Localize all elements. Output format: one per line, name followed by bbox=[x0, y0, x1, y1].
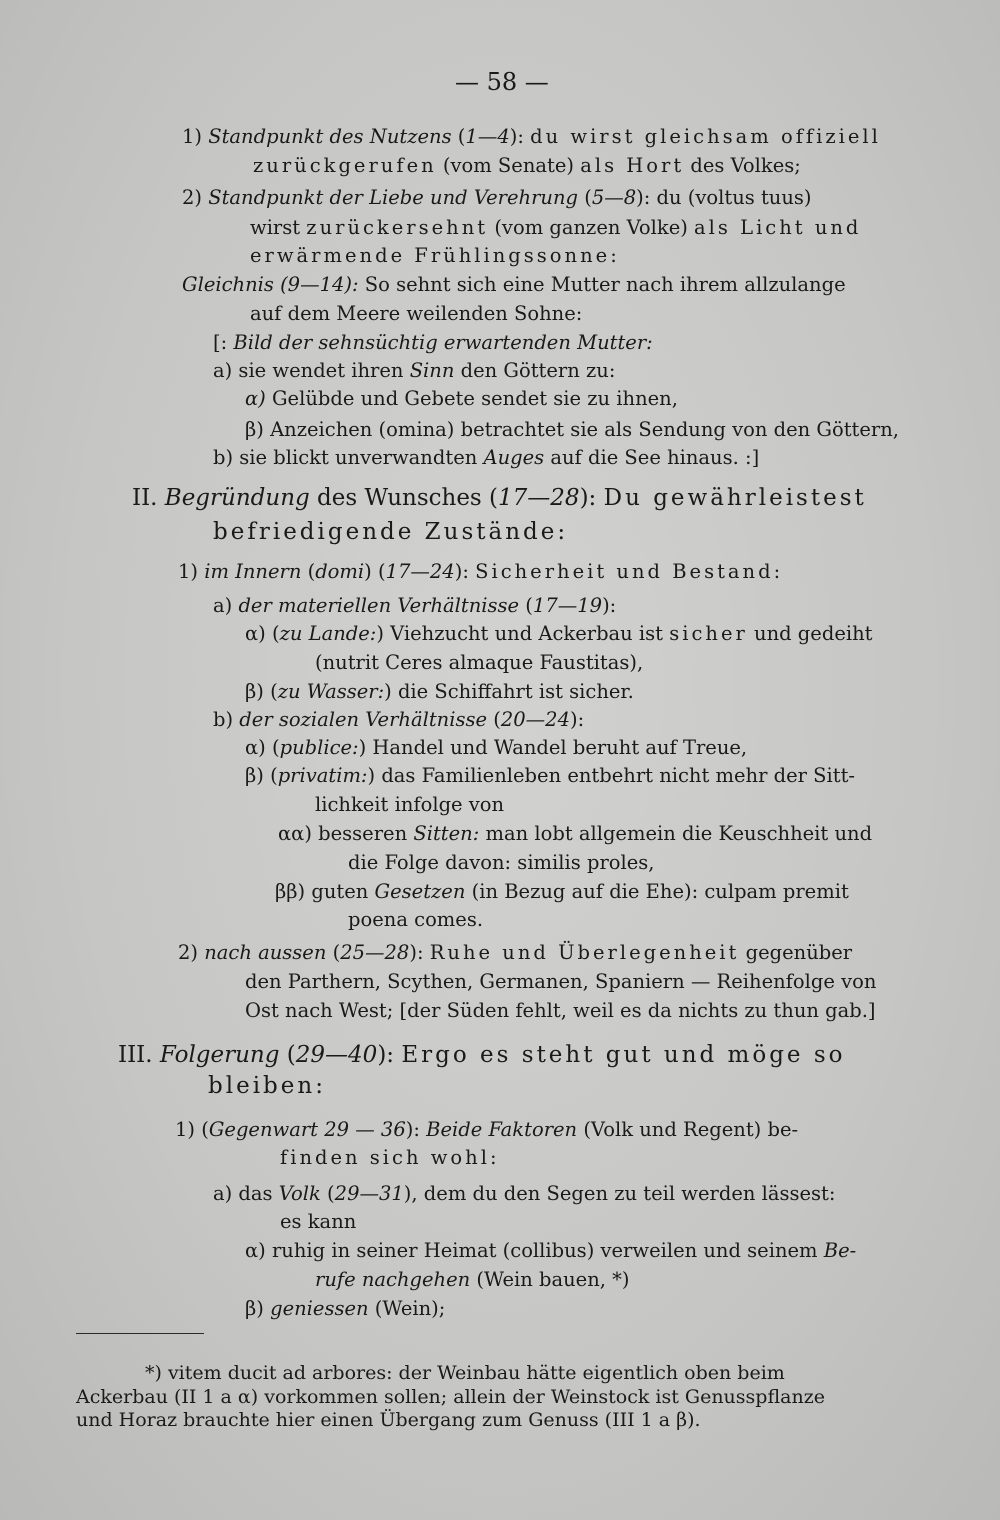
text: Standpunkt der Liebe und Verehrung bbox=[208, 186, 578, 209]
footnote-line: und Horaz brauchte hier einen Übergang zum Genuss (III 1 a β). bbox=[76, 1409, 701, 1431]
outline-line bbox=[213, 331, 653, 355]
text: II. bbox=[132, 485, 165, 511]
outline-line: (nutrit Ceres almaque Faustitas), bbox=[315, 651, 644, 674]
text: privatim: bbox=[277, 764, 368, 787]
text: 2) bbox=[182, 186, 209, 209]
outline-line bbox=[182, 125, 905, 149]
text: Beide Faktoren bbox=[426, 1118, 578, 1141]
footnote-line: Ackerbau (II 1 a α) vorkommen sollen; allein der Weinstock ist Genusspflanze bbox=[76, 1386, 825, 1408]
text: ( bbox=[326, 941, 341, 964]
text: wirst bbox=[250, 216, 307, 239]
text: αα) besseren bbox=[278, 822, 414, 845]
text: Gesetzen bbox=[374, 880, 466, 903]
text: 1—4 bbox=[465, 125, 510, 148]
text: α) ruhig in seiner Heimat (collibus) verweilen und seinem bbox=[245, 1239, 824, 1262]
text: ( bbox=[578, 186, 592, 209]
text: α) ( bbox=[245, 736, 280, 759]
outline-line: poena comes. bbox=[348, 908, 484, 931]
text: (Wein bauen, *) bbox=[470, 1268, 630, 1291]
footnote-rule bbox=[76, 1333, 204, 1334]
text: ): bbox=[509, 125, 531, 148]
text: Bild der sehnsüchtig erwartenden Mutter: bbox=[233, 331, 653, 354]
text: Sitten: bbox=[413, 822, 480, 845]
text: b) bbox=[213, 708, 240, 731]
text: 1) bbox=[182, 125, 209, 148]
text: ): bbox=[602, 594, 617, 617]
text: publice: bbox=[279, 736, 359, 759]
outline-line bbox=[245, 736, 747, 760]
text: ): bbox=[579, 485, 604, 511]
text: Volk bbox=[278, 1182, 321, 1205]
text: Be- bbox=[823, 1239, 857, 1262]
text: domi bbox=[315, 560, 365, 583]
outline-line: auf dem Meere weilenden Sohne: bbox=[250, 302, 583, 325]
text: auf die See hinaus. :] bbox=[544, 446, 760, 469]
text: ): bbox=[377, 1042, 402, 1068]
footnote-line: *) vitem ducit ad arbores: der Weinbau hätte eigentlich oben beim bbox=[145, 1362, 785, 1384]
text: ): bbox=[569, 708, 585, 731]
text: 29—40 bbox=[295, 1042, 378, 1068]
text: geniessen bbox=[270, 1297, 369, 1320]
text: β) ( bbox=[245, 764, 278, 787]
text: und gedeiht bbox=[747, 622, 873, 645]
text: im Innern bbox=[204, 560, 302, 583]
text: zu Lande: bbox=[279, 622, 377, 645]
text: ( bbox=[301, 560, 316, 583]
text: (vom Senate) bbox=[436, 154, 581, 177]
text: sicher bbox=[669, 622, 748, 645]
outline-line bbox=[178, 941, 903, 965]
text: ββ) guten bbox=[275, 880, 375, 903]
text: 5—8 bbox=[591, 186, 637, 209]
text: (Wein); bbox=[368, 1297, 446, 1320]
text: Folgerung bbox=[159, 1042, 280, 1068]
text: rufe nachgehen bbox=[315, 1268, 471, 1291]
section-heading: bleiben: bbox=[208, 1073, 326, 1099]
outline-line bbox=[213, 594, 616, 618]
text: 29 — 36 bbox=[324, 1118, 406, 1141]
text: des Volkes; bbox=[684, 154, 801, 177]
text: zurückersehnt bbox=[306, 216, 489, 239]
text: α) bbox=[245, 387, 266, 410]
text: 25—28 bbox=[340, 941, 410, 964]
outline-line: erwärmende Frühlingssonne: bbox=[250, 244, 620, 267]
text: ) Handel und Wandel beruht auf Treue, bbox=[358, 736, 748, 759]
text: Ruhe und Überlegenheit bbox=[429, 941, 740, 964]
text: [: bbox=[213, 331, 234, 354]
text: (in Bezug auf die Ehe): culpam premit bbox=[465, 880, 849, 903]
section-heading bbox=[132, 484, 906, 512]
text: ( bbox=[320, 1182, 335, 1205]
text: du wirst gleichsam offiziell bbox=[530, 125, 881, 148]
text: 20—24 bbox=[500, 708, 570, 731]
outline-line bbox=[275, 880, 849, 904]
outline-line bbox=[245, 622, 873, 646]
outline-line: die Folge davon: similis proles, bbox=[348, 851, 655, 874]
text: 2) bbox=[178, 941, 205, 964]
text: (Volk und Regent) be- bbox=[577, 1118, 799, 1141]
text: β) ( bbox=[245, 680, 278, 703]
text: b) sie blickt unverwandten bbox=[213, 446, 484, 469]
text: 1) ( bbox=[175, 1118, 209, 1141]
text: Du gewährleistest bbox=[603, 485, 867, 511]
text: ): bbox=[454, 560, 476, 583]
text: Sicherheit und Bestand: bbox=[475, 560, 784, 583]
text: man lobt allgemein die Keuschheit und bbox=[479, 822, 873, 845]
text: ) Viehzucht und Ackerbau ist bbox=[376, 622, 670, 645]
outline-line bbox=[245, 1239, 856, 1263]
text: der materiellen Verhältnisse bbox=[238, 594, 520, 617]
outline-line bbox=[182, 273, 846, 297]
text: zurückgerufen bbox=[253, 154, 437, 177]
text: III. bbox=[118, 1042, 160, 1068]
text: ) ( bbox=[364, 560, 386, 583]
text: ): bbox=[409, 941, 430, 964]
text: Ergo es steht gut und möge so bbox=[401, 1042, 846, 1068]
text: ) das Familienleben entbehrt nicht mehr der Sitt- bbox=[367, 764, 856, 787]
outline-line bbox=[213, 359, 615, 383]
outline-line bbox=[213, 446, 759, 470]
outline-line bbox=[175, 1118, 798, 1142]
text: ( bbox=[451, 125, 466, 148]
outline-line bbox=[178, 560, 783, 584]
text: Gegenwart bbox=[208, 1118, 319, 1141]
text: des Wunsches ( bbox=[309, 485, 499, 511]
text: Standpunkt des Nutzens bbox=[208, 125, 452, 148]
text: β) bbox=[245, 1297, 271, 1320]
text: ( bbox=[487, 708, 501, 731]
text: ( bbox=[279, 1042, 296, 1068]
text: ): bbox=[405, 1118, 427, 1141]
text: α) ( bbox=[245, 622, 280, 645]
text: 29—31 bbox=[334, 1182, 404, 1205]
text: a) sie wendet ihren bbox=[213, 359, 410, 382]
text: Gelübde und Gebete sendet sie zu ihnen, bbox=[265, 387, 678, 410]
text: 17—19 bbox=[532, 594, 603, 617]
outline-line: den Parthern, Scythen, Germanen, Spaniern — Reihenfolge von bbox=[245, 970, 877, 993]
text: der sozialen Verhältnisse bbox=[239, 708, 488, 731]
outline-line bbox=[213, 1182, 835, 1206]
text: 17—24 bbox=[385, 560, 455, 583]
text: den Göttern zu: bbox=[454, 359, 616, 382]
text: a) bbox=[213, 594, 239, 617]
outline-line bbox=[182, 186, 812, 210]
outline-line bbox=[245, 764, 855, 788]
outline-line bbox=[253, 154, 801, 178]
outline-line bbox=[245, 680, 634, 704]
outline-line bbox=[245, 1297, 445, 1321]
text: als Licht und bbox=[694, 216, 862, 239]
text: (vom ganzen Volke) bbox=[488, 216, 695, 239]
outline-line bbox=[250, 216, 861, 240]
text: 17—28 bbox=[498, 485, 580, 511]
outline-line bbox=[315, 1268, 630, 1292]
section-heading: befriedigende Zustände: bbox=[213, 519, 569, 545]
text: Begründung bbox=[164, 485, 310, 511]
text: als Hort bbox=[580, 154, 685, 177]
outline-line: lichkeit infolge von bbox=[315, 793, 505, 816]
outline-line: es kann bbox=[280, 1210, 357, 1233]
text: ) die Schiffahrt ist sicher. bbox=[384, 680, 634, 703]
text: 1) bbox=[178, 560, 205, 583]
text: So sehnt sich eine Mutter nach ihrem allzulange bbox=[358, 273, 846, 296]
text: zu Wasser: bbox=[277, 680, 385, 703]
text: ), dem du den Segen zu teil werden lässest: bbox=[403, 1182, 836, 1205]
text: ( bbox=[519, 594, 533, 617]
outline-line: Ost nach West; [der Süden fehlt, weil es da nichts zu thun gab.] bbox=[245, 999, 876, 1022]
text: a) das bbox=[213, 1182, 279, 1205]
outline-line bbox=[245, 387, 678, 411]
text: nach aussen bbox=[204, 941, 327, 964]
text: Auges bbox=[483, 446, 545, 469]
text: gegenüber bbox=[739, 941, 853, 964]
text: Sinn bbox=[409, 359, 455, 382]
outline-line: finden sich wohl: bbox=[280, 1146, 500, 1169]
text: ): du (voltus tuus) bbox=[636, 186, 812, 209]
outline-line bbox=[213, 708, 584, 732]
outline-line: β) Anzeichen (omina) betrachtet sie als Sendung von den Göttern, bbox=[245, 418, 900, 441]
page-number: — 58 — bbox=[455, 68, 549, 96]
section-heading bbox=[118, 1041, 903, 1069]
text: Gleichnis (9—14): bbox=[182, 273, 359, 296]
outline-line bbox=[278, 822, 872, 846]
